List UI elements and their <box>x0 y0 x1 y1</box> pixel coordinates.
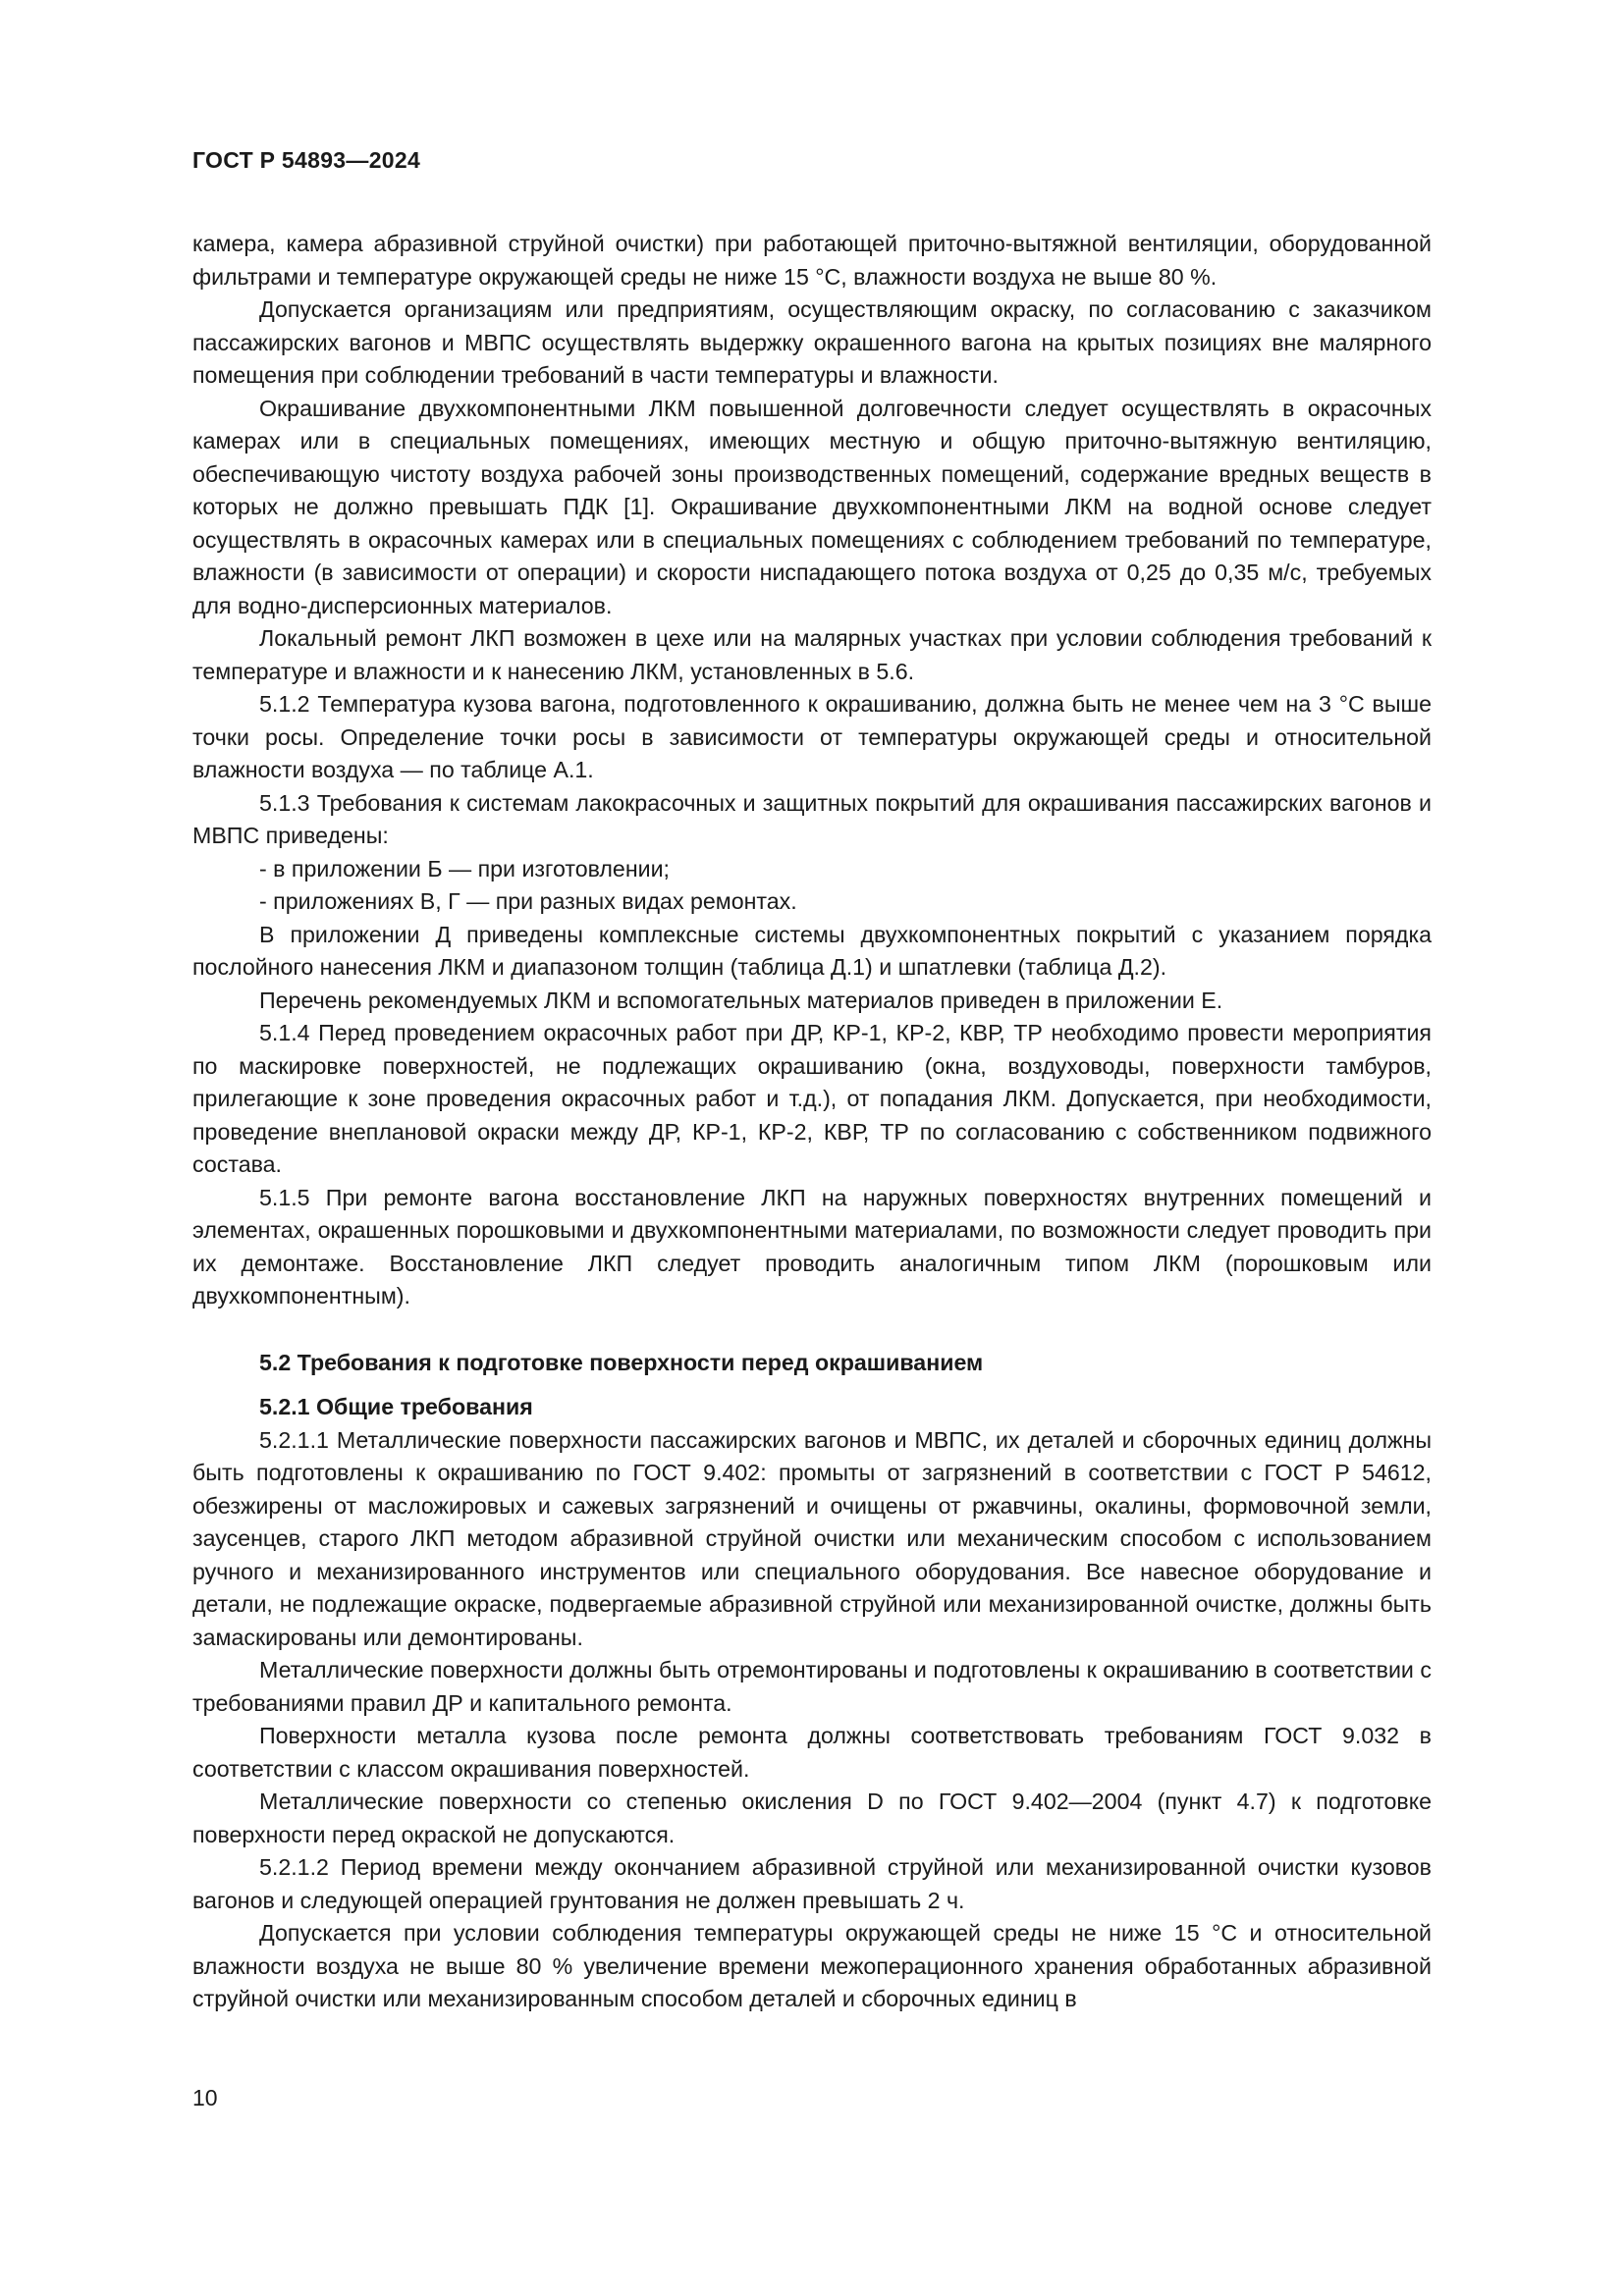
list-item: - приложениях В, Г — при разных видах ремонтах. <box>259 888 797 914</box>
paragraph: Металлические поверхности со степенью окисления D по ГОСТ 9.402—2004 (пункт 4.7) к подготовке поверхности перед окраской не допускаются. <box>192 1789 1432 1847</box>
paragraph: Окрашивание двухкомпонентными ЛКМ повышенной долговечности следует осуществлять в окрасочных камерах или в специальных помещениях, имеющих местную и общую приточно-вытяжную вентиляцию, обеспечивающую чистоту воздуха рабочей зоны производственных помещений, содержание вредных веществ в которых не должно превышать ПДК [1]. Окрашивание двухкомпонентными ЛКМ на водной основе следует осуществлять в окрасочных камерах или в специальных помещениях с соблюдением требований по температуре, влажности (в зависимости от операции) и скорости ниспадающего потока воздуха от 0,25 до 0,35 м/с, требуемых для водно-дисперсионных материалов. <box>192 395 1432 618</box>
paragraph: Поверхности металла кузова после ремонта должны соответствовать требованиям ГОСТ 9.032 в соответствии с классом окрашивания поверхностей. <box>192 1723 1432 1782</box>
page-number: 10 <box>192 2085 218 2110</box>
paragraph: 5.2.1.1 Металлические поверхности пассажирских вагонов и МВПС, их деталей и сборочных единиц должны быть подготовлены к окрашиванию по ГОСТ 9.402: промыты от загрязнений в соответствии с ГОСТ Р 54612, обезжирены от масложировых и сажевых загрязнений и очищены от ржавчины, окалины, формовочной земли, заусенцев, старого ЛКП методом абразивной струйной очистки или механическим способом с использованием ручного и механизированного инструментов или специального оборудования. Все навесное оборудование и детали, не подлежащие окраске, подвергаемые абразивной струйной или механизированной очистке, должны быть замаскированы или демонтированы. <box>192 1426 1432 1650</box>
paragraph: 5.2.1.2 Период времени между окончанием абразивной струйной или механизированной очистки кузовов вагонов и следующей операцией грунтования не должен превышать 2 ч. <box>192 1854 1432 1913</box>
list-item: - в приложении Б — при изготовлении; <box>259 855 670 881</box>
paragraph: Металлические поверхности должны быть отремонтированы и подготовлены к окрашиванию в соответствии с требованиями правил ДР и капитального ремонта. <box>192 1657 1432 1716</box>
paragraph: В приложении Д приведены комплексные системы двухкомпонентных покрытий с указанием порядка послойного нанесения ЛКМ и диапазоном толщин (таблица Д.1) и шпатлевки (таблица Д.2). <box>192 921 1432 980</box>
section-heading: 5.2 Требования к подготовке поверхности перед окрашиванием <box>259 1349 984 1375</box>
paragraph: камера, камера абразивной струйной очистки) при работающей приточно-вытяжной вентиляции, оборудованной фильтрами и температуре окружающей среды не ниже 15 °С, влажности воздуха не выше 80 %. <box>192 231 1432 290</box>
paragraph: 5.1.3 Требования к системам лакокрасочных и защитных покрытий для окрашивания пассажирских вагонов и МВПС приведены: <box>192 789 1432 848</box>
section-heading: 5.2.1 Общие требования <box>259 1394 533 1419</box>
paragraph: Перечень рекомендуемых ЛКМ и вспомогательных материалов приведен в приложении Е. <box>259 987 1223 1013</box>
document-header: ГОСТ Р 54893—2024 <box>192 147 421 173</box>
paragraph: 5.1.4 Перед проведением окрасочных работ при ДР, КР-1, КР-2, КВР, ТР необходимо провести мероприятия по маскировке поверхностей, не подлежащих окрашиванию (окна, воздуховоды, поверхности тамбуров, прилегающие к зоне проведения окрасочных работ и т.д.), от попадания ЛКМ. Допускается, при необходимости, проведение внеплановой окраски между ДР, КР-1, КР-2, КВР, ТР по согласованию с собственником подвижного состава. <box>192 1020 1432 1177</box>
document-body <box>192 228 1432 2016</box>
paragraph: Допускается организациям или предприятиям, осуществляющим окраску, по согласованию с заказчиком пассажирских вагонов и МВПС осуществлять выдержку окрашенного вагона на крытых позициях вне малярного помещения при соблюдении требований в части температуры и влажности. <box>192 296 1432 388</box>
paragraph: Локальный ремонт ЛКП возможен в цехе или на малярных участках при условии соблюдения требований к температуре и влажности и к нанесению ЛКМ, установленных в 5.6. <box>192 625 1432 684</box>
paragraph: 5.1.5 При ремонте вагона восстановление ЛКП на наружных поверхностях внутренних помещений и элементах, окрашенных порошковыми и двухкомпонентными материалами, по возможности следует проводить при их демонтаже. Восстановление ЛКП следует проводить аналогичным типом ЛКМ (порошковым или двухкомпонентным). <box>192 1184 1432 1308</box>
paragraph: Допускается при условии соблюдения температуры окружающей среды не ниже 15 °С и относительной влажности воздуха не выше 80 % увеличение времени межоперационного хранения обработанных абразивной струйной очистки или механизированным способом деталей и сборочных единиц в <box>192 1920 1432 2011</box>
paragraph: 5.1.2 Температура кузова вагона, подготовленного к окрашиванию, должна быть не менее чем на 3 °С выше точки росы. Определение точки росы в зависимости от температуры окружающей среды и относительной влажности воздуха — по таблице А.1. <box>192 691 1432 782</box>
